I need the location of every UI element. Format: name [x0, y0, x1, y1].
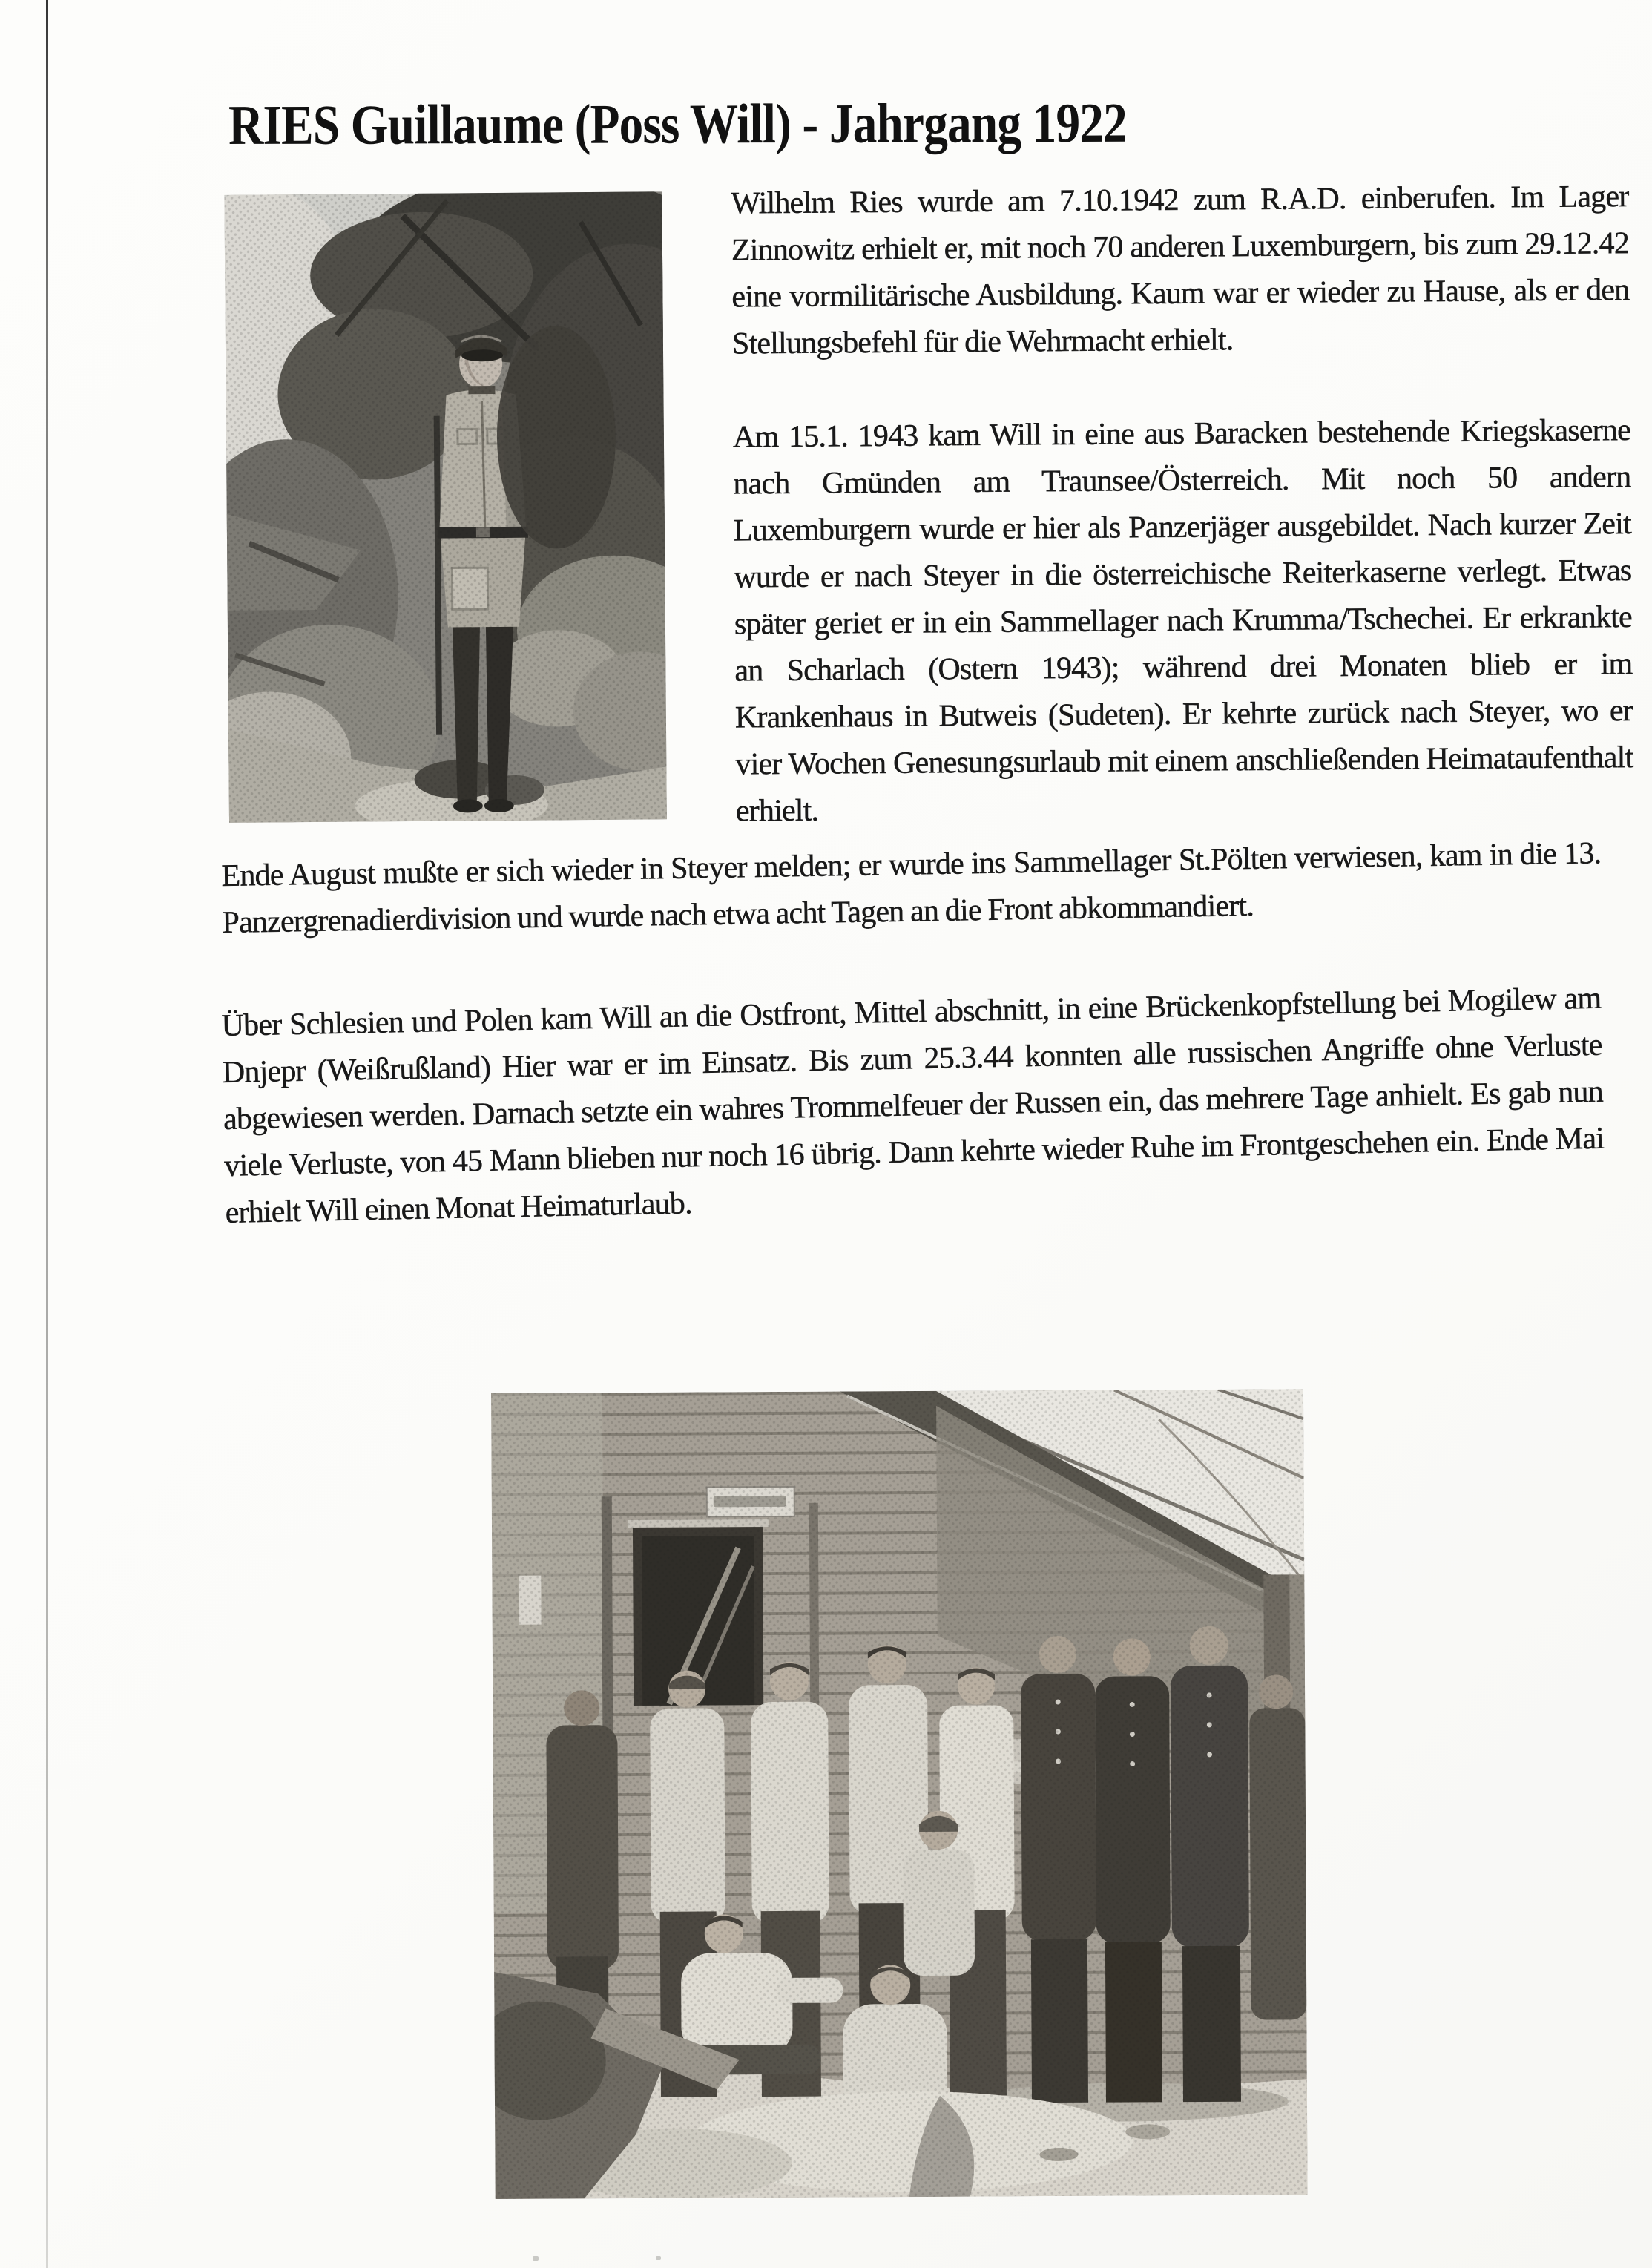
group-photo-art: [491, 1389, 1308, 2199]
paragraph-1: Wilhelm Ries wurde am 7.10.1942 zum R.A.D. einberufen. Im Lager Zinnowitz erhielt er, mit noch 70 anderen Luxemburgern, bis zum 29.12.42 eine vormilitärische Ausbildung. Kaum war er wieder zu Hause, als er den Stellungsbefehl für die Wehrmacht erhielt.: [731, 180, 1630, 361]
group-photo: [491, 1389, 1308, 2199]
scan-speck: [656, 2256, 661, 2260]
upper-section: [0, 0, 1652, 930]
page-title: RIES Guillaume (Poss Will) - Jahrgang 1922: [228, 91, 1127, 157]
portrait-photo: [224, 191, 667, 823]
scan-speck: [533, 2256, 539, 2261]
portrait-photo-art: [224, 191, 667, 823]
paragraph-3: Ende August mußte er sich wieder in Steyer melden; er wurde ins Sammellager St.Pölten verwiesen, kam in die 13. Panzergrenadierdivision und wurde nach etwa acht Tagen an die Front abkommandiert.: [221, 836, 1602, 940]
text-column: [731, 174, 1633, 881]
paragraph-4: Über Schlesien und Polen kam Will an die Ostfront, Mittel abschnitt, in eine Brückenkopfstellung bei Mogilew am Dnjepr (Weißrußland) Hier war er im Einsatz. Bis zum 25.3.44 konnten alle russischen Angriffe ohne Verluste abgewiesen werden. Darnach setzte ein wahres Trommelfeuer der Russen ein, das mehrere Tage anhielt. Es gab nun viele Verluste, von 45 Mann blieben nur noch 16 übrig. Dann kehrte wieder Ruhe im Frontgeschehen ein. Ende Mai erhielt Will einen Monat Heimaturlaub.: [221, 981, 1605, 1230]
paragraph-2: Am 15.1. 1943 kam Will in eine aus Baracken bestehende Kriegskaserne nach Gmünden am Traunsee/Österreich. Mit noch 50 andern Luxemburgern wurde er hier als Panzerjäger ausgebildet. Nach kurzer Zeit wurde er nach Steyer in die österreichische Reiterkaserne verlegt. Etwas später geriet er in ein Sammellager nach Krumma/Tschechei. Er erkrankte an Scharlach (Ostern 1943); während drei Monaten blieb er im Krankenhaus in Butweis (Sudeten). Er kehrte zurück nach Steyer, wo er vier Wochen Genesungsurlaub mit einem anschließenden Heimataufenthalt erhielt.: [732, 413, 1633, 829]
